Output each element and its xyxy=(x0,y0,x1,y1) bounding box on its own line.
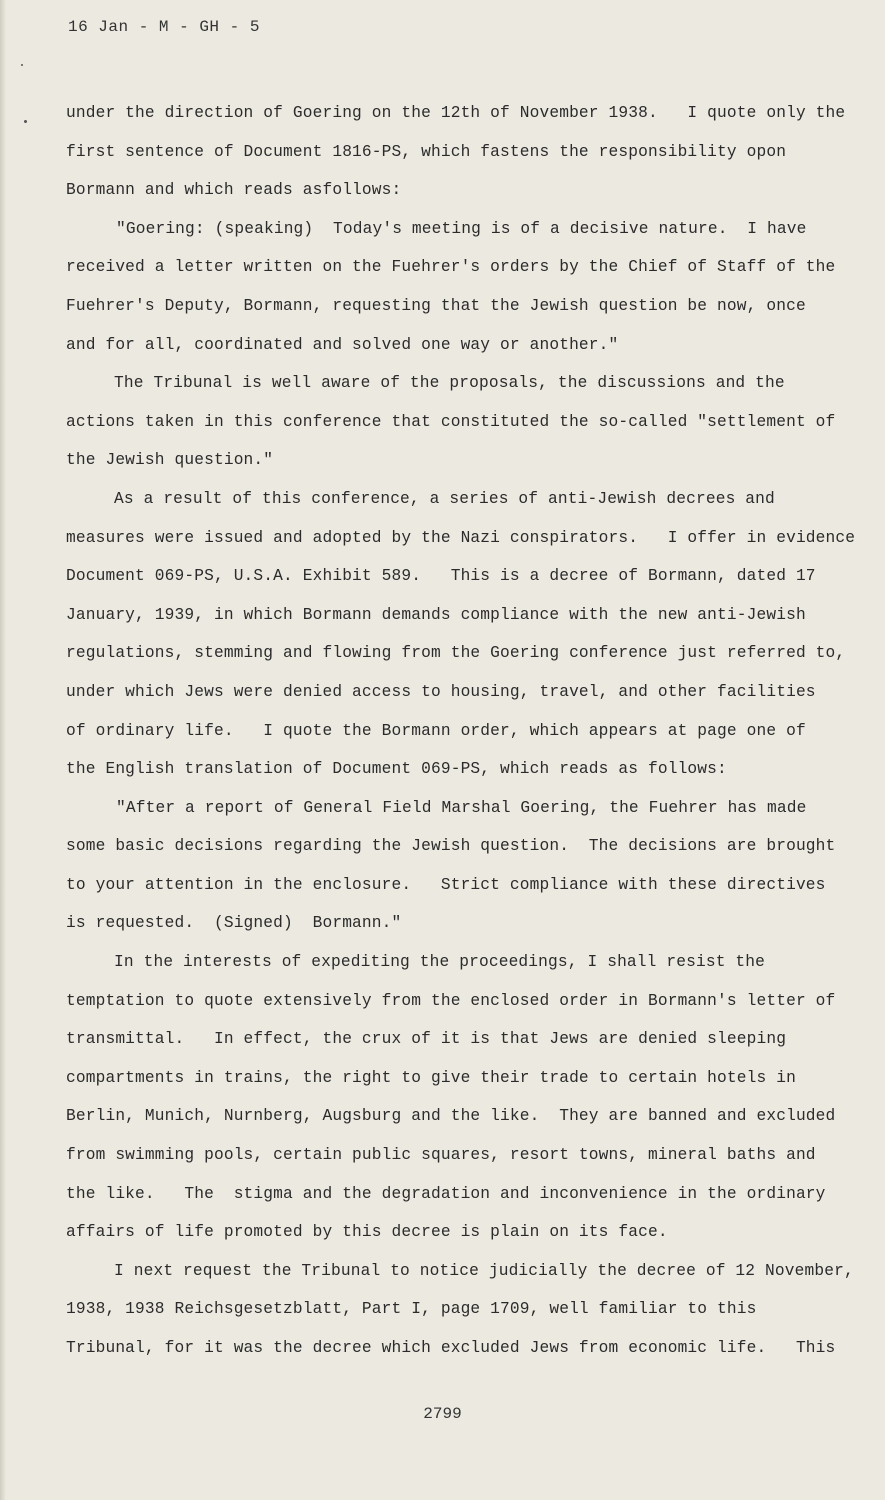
quote-line: some basic decisions regarding the Jewish question. The decisions are brought xyxy=(66,837,836,856)
text-line: of ordinary life. I quote the Bormann order, which appears at page one of xyxy=(66,721,806,740)
quote-line: Fuehrer's Deputy, Bormann, requesting that the Jewish question be now, once xyxy=(66,296,806,315)
text-line: January, 1939, in which Bormann demands compliance with the new anti-Jewish xyxy=(66,605,806,624)
document-reference-header: 16 Jan - M - GH - 5 xyxy=(68,18,260,36)
text-line: the like. The stigma and the degradation and inconvenience in the ordinary xyxy=(66,1184,826,1203)
text-line: As a result of this conference, a series of anti-Jewish decrees and xyxy=(114,489,775,508)
quote-line: "After a report of General Field Marshal Goering, the Fuehrer has made xyxy=(116,798,807,817)
text-line: under the direction of Goering on the 12th of November 1938. I quote only the xyxy=(66,104,846,122)
quote-line: to your attention in the enclosure. Strict compliance with these directives xyxy=(66,875,826,894)
text-line: Tribunal, for it was the decree which excluded Jews from economic life. This xyxy=(66,1339,836,1357)
text-line: Berlin, Munich, Nurnberg, Augsburg and the like. They are banned and excluded xyxy=(66,1107,836,1126)
text-line: 1938, 1938 Reichsgesetzblatt, Part I, page 1709, well familiar to this xyxy=(66,1300,757,1319)
text-line: actions taken in this conference that constituted the so-called "settlement of xyxy=(66,412,836,431)
quote-line: is requested. (Signed) Bormann." xyxy=(66,914,402,933)
text-line: temptation to quote extensively from the enclosed order in Bormann's letter of xyxy=(66,991,836,1010)
quote-line: and for all, coordinated and solved one way or another." xyxy=(66,335,619,354)
text-line: measures were issued and adopted by the Nazi conspirators. I offer in evidence xyxy=(66,528,856,547)
quote-line: received a letter written on the Fuehrer's orders by the Chief of Staff of the xyxy=(66,258,836,277)
quote-line: "Goering: (speaking) Today's meeting is of a decisive nature. I have xyxy=(116,219,807,238)
text-line: under which Jews were denied access to housing, travel, and other facilities xyxy=(66,682,816,701)
page-edge-shadow xyxy=(0,0,6,1500)
text-line: In the interests of expediting the proceedings, I shall resist the xyxy=(114,953,766,972)
text-line: first sentence of Document 1816-PS, which fastens the responsibility opon xyxy=(66,142,787,161)
text-line: compartments in trains, the right to give their trade to certain hotels in xyxy=(66,1068,796,1087)
page-number: 2799 xyxy=(423,1405,462,1423)
text-line: Document 069-PS, U.S.A. Exhibit 589. This is a decree of Bormann, dated 17 xyxy=(66,567,816,586)
text-line: The Tribunal is well aware of the proposals, the discussions and the xyxy=(114,374,785,393)
text-line: regulations, stemming and flowing from the Goering conference just referred to, xyxy=(66,644,846,663)
text-line: from swimming pools, certain public squares, resort towns, mineral baths and xyxy=(66,1146,816,1165)
text-line: the Jewish question." xyxy=(66,451,274,470)
paper-speck xyxy=(24,120,27,123)
paper-speck xyxy=(21,64,23,66)
text-line: I next request the Tribunal to notice judicially the decree of 12 November, xyxy=(114,1261,854,1280)
text-line: Bormann and which reads asfollows: xyxy=(66,181,402,200)
text-line: transmittal. In effect, the crux of it is that Jews are denied sleeping xyxy=(66,1030,787,1049)
text-line: affairs of life promoted by this decree is plain on its face. xyxy=(66,1223,668,1242)
text-line: the English translation of Document 069-PS, which reads as follows: xyxy=(66,760,727,779)
document-body xyxy=(66,94,856,1368)
